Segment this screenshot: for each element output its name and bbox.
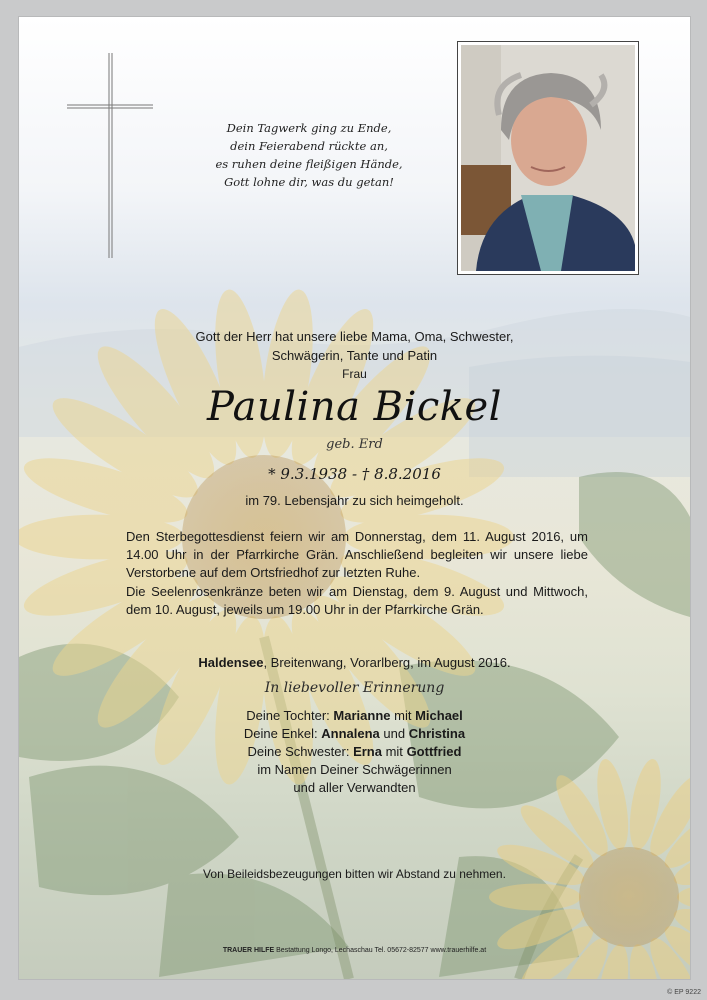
family-line-grandchildren: [19, 725, 690, 743]
poem: [159, 119, 459, 191]
family-line: im Namen Deiner Schwägerinnen: [257, 762, 452, 777]
intro-text: [19, 327, 690, 365]
conjunction: mit: [385, 744, 403, 759]
portrait-frame: [457, 41, 639, 275]
place-rest: , Breitenwang, Vorarlberg, im August 2016.: [263, 655, 511, 670]
birth-name: geb. Erd: [326, 437, 383, 452]
family-line-sister: [19, 743, 690, 761]
closing-note: Von Beileidsbezeugungen bitten wir Abstand zu nehmen.: [203, 867, 506, 881]
intro-line: Gott der Herr hat unsere liebe Mama, Oma, Schwester,: [195, 329, 514, 344]
poem-line: Gott lohne dir, was du getan!: [224, 175, 394, 189]
family-line-daughter: [19, 707, 690, 725]
family-label: Deine Enkel:: [243, 726, 318, 741]
cross-icon: [67, 53, 157, 263]
family-member: Christina: [408, 726, 466, 741]
family-member: Michael: [415, 708, 463, 723]
intro-line: Schwägerin, Tante und Patin: [271, 348, 438, 363]
poem-line: dein Feierabend rückte an,: [230, 139, 388, 153]
footer: [19, 947, 690, 954]
place-date: [19, 655, 690, 670]
family-label: Deine Schwester:: [247, 744, 350, 759]
family-line: und aller Verwandten: [293, 780, 416, 795]
deceased-name: Paulina Bickel: [207, 384, 502, 430]
family-member: Marianne: [333, 708, 391, 723]
family-member: Erna: [353, 744, 382, 759]
memory-heading: In liebevoller Erinnerung: [264, 680, 445, 696]
place-bold: Haldensee: [198, 655, 264, 670]
conjunction: und: [383, 726, 406, 741]
funeral-service-paragraph: Den Sterbegottesdienst feiern wir am Donnerstag, dem 11. August 2016, um 14.00 Uhr in der Pfarrkirche Grän. Anschließend begleiten wir unsere liebe Verstorbene auf dem Ortsfriedhof zur letzten Ruhe.: [126, 529, 588, 580]
sunflower-petal: [489, 884, 581, 911]
family-label: Deine Tochter:: [246, 708, 330, 723]
footer-text: Bestattung Longo, Lechaschau Tel. 05672-82577 www.trauerhilfe.at: [274, 947, 487, 954]
rosary-paragraph: Die Seelenrosenkränze beten wir am Dienstag, dem 9. August und Mittwoch, dem 10. August, jeweils um 19.00 Uhr in der Pfarrkirche Grän.: [126, 584, 588, 617]
family-member: Annalena: [321, 726, 380, 741]
ep-code: © EP 9222: [667, 989, 701, 996]
footer-brand: TRAUER HILFE: [222, 947, 275, 954]
family-member: Gottfried: [406, 744, 462, 759]
poem-line: es ruhen deine fleißigen Hände,: [215, 157, 403, 171]
conjunction: mit: [394, 708, 412, 723]
age-line: im 79. Lebensjahr zu sich heimgeholt.: [245, 493, 464, 508]
title-frau: Frau: [342, 367, 367, 381]
life-dates: * 9.3.1938 - † 8.8.2016: [268, 465, 441, 483]
obituary-card: [18, 16, 691, 980]
poem-line: Dein Tagwerk ging zu Ende,: [226, 121, 392, 135]
portrait-photo: [461, 45, 635, 271]
family-list: [19, 707, 690, 797]
